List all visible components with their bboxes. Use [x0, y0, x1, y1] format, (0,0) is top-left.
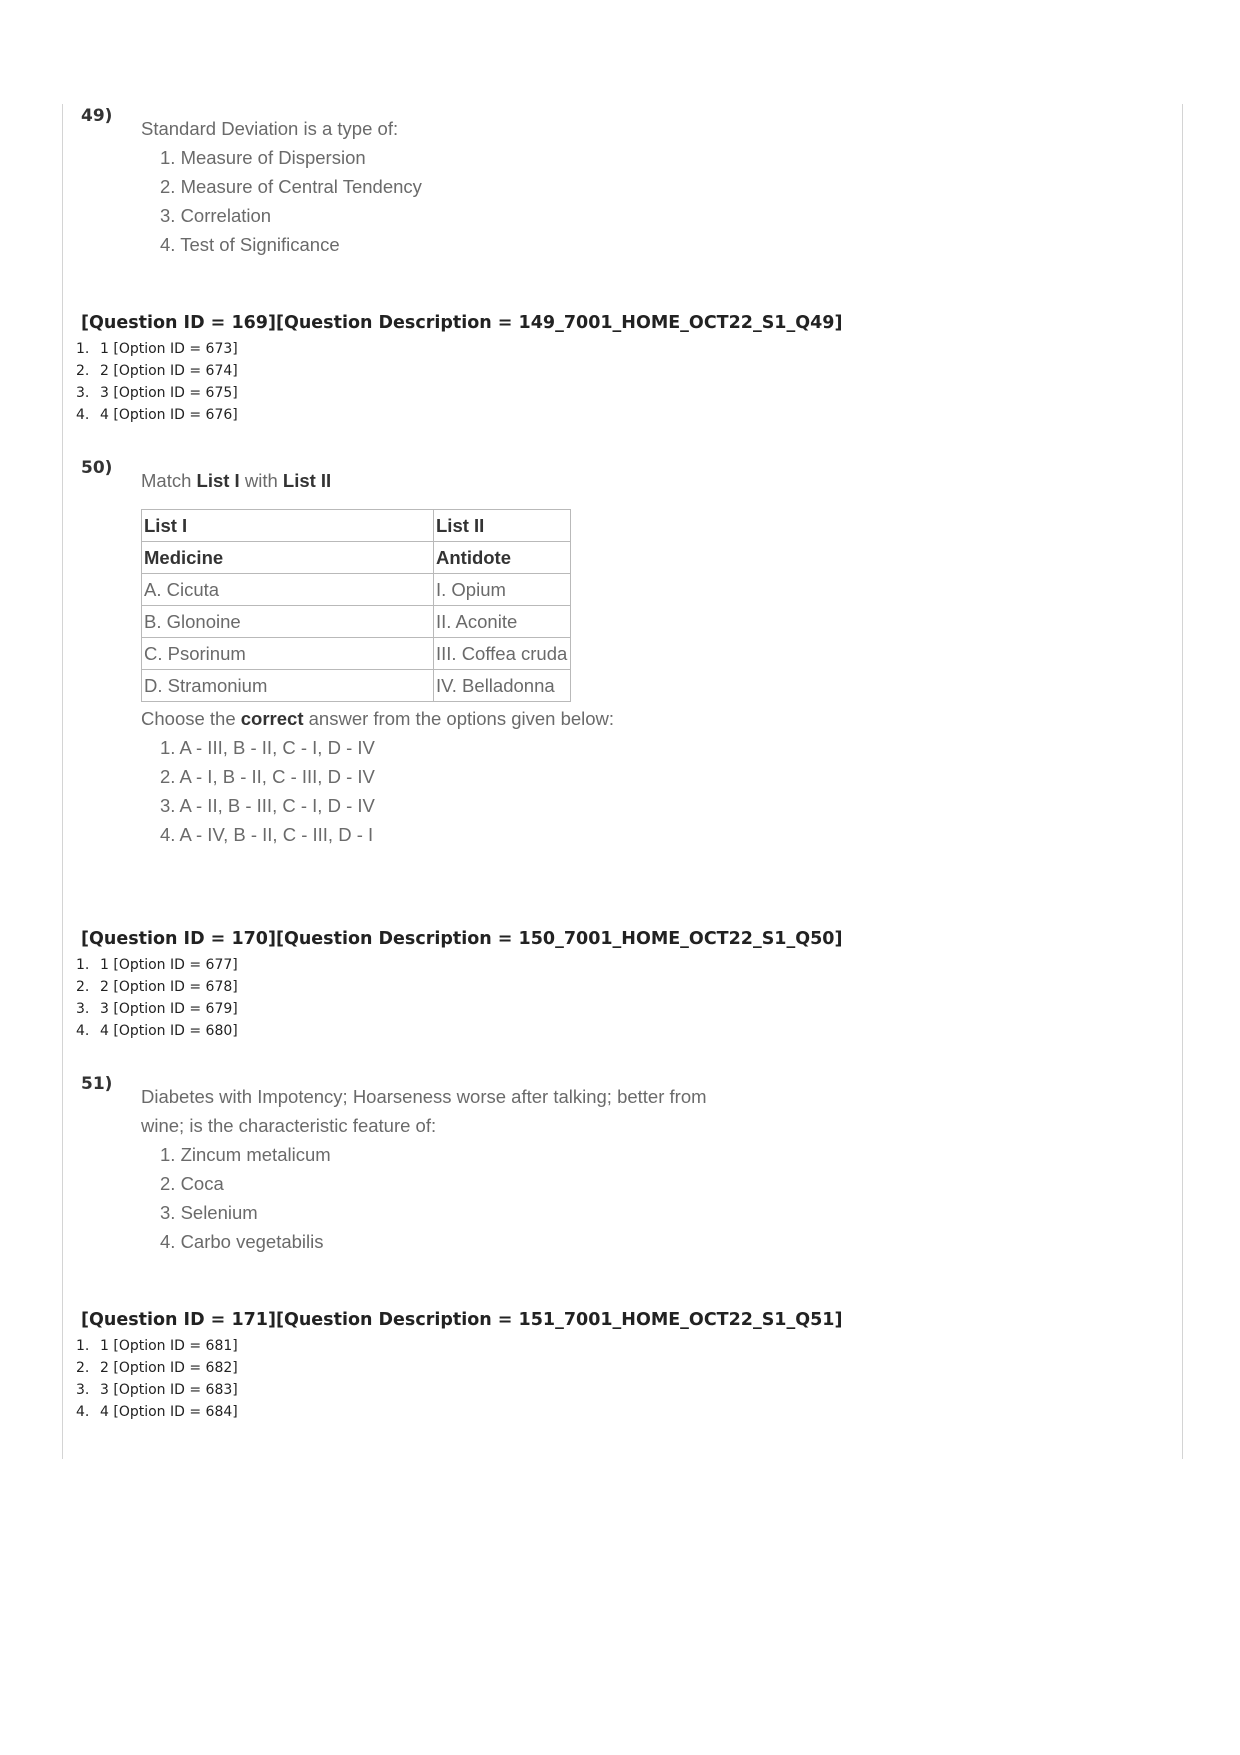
table-header-row	[142, 510, 571, 542]
option-id-item: 3. 3 [Option ID = 683]	[76, 1382, 238, 1398]
choice-item: 1. Zincum metalicum	[160, 1144, 331, 1165]
question-stem: wine; is the characteristic feature of:	[141, 1115, 437, 1136]
table-cell: B. Glonoine	[142, 606, 434, 638]
table-cell: C. Psorinum	[142, 638, 434, 670]
option-id-list	[76, 1335, 238, 1423]
table-header-row	[142, 542, 571, 574]
table-cell: III. Coffea cruda	[434, 638, 571, 670]
question-stem: Diabetes with Impotency; Hoarseness worse after talking; better from	[141, 1086, 707, 1107]
choice-item: 2. A - I, B - II, C - III, D - IV	[160, 766, 375, 787]
option-id-item: 1. 1 [Option ID = 681]	[76, 1338, 238, 1354]
choice-list	[141, 1140, 707, 1256]
option-id-item: 1. 1 [Option ID = 673]	[76, 341, 238, 357]
option-id-list	[76, 954, 238, 1042]
question-meta: [Question ID = 171][Question Description = 151_7001_HOME_OCT22_S1_Q51]	[81, 1310, 843, 1330]
question-meta: [Question ID = 170][Question Description = 150_7001_HOME_OCT22_S1_Q50]	[81, 929, 843, 949]
table-cell: List I	[142, 510, 434, 542]
choice-item: 1. A - III, B - II, C - I, D - IV	[160, 737, 375, 758]
option-id-item: 1. 1 [Option ID = 677]	[76, 957, 238, 973]
question-stem: Match List I with List II	[141, 470, 332, 491]
question-meta: [Question ID = 169][Question Description = 149_7001_HOME_OCT22_S1_Q49]	[81, 313, 843, 333]
choice-item: 1. Measure of Dispersion	[160, 147, 366, 168]
table-cell: I. Opium	[434, 574, 571, 606]
table-cell: Antidote	[434, 542, 571, 574]
choice-item: 3. A - II, B - III, C - I, D - IV	[160, 795, 375, 816]
table-cell: A. Cicuta	[142, 574, 434, 606]
option-id-list	[76, 338, 238, 426]
option-id-item: 4. 4 [Option ID = 676]	[76, 407, 238, 423]
choice-list	[141, 733, 614, 849]
table-row	[142, 670, 571, 702]
table-cell: Medicine	[142, 542, 434, 574]
option-id-item: 2. 2 [Option ID = 674]	[76, 363, 238, 379]
table-row	[142, 574, 571, 606]
match-table	[141, 509, 571, 702]
option-id-item: 2. 2 [Option ID = 682]	[76, 1360, 238, 1376]
option-id-item: 3. 3 [Option ID = 679]	[76, 1001, 238, 1017]
choice-item: 4. Test of Significance	[160, 234, 340, 255]
question-number: 50)	[81, 458, 113, 478]
choice-item: 4. Carbo vegetabilis	[160, 1231, 324, 1252]
question-body	[141, 466, 614, 849]
choice-item: 2. Measure of Central Tendency	[160, 176, 422, 197]
choice-item: 3. Correlation	[160, 205, 272, 226]
table-cell: IV. Belladonna	[434, 670, 571, 702]
table-row	[142, 606, 571, 638]
table-cell: List II	[434, 510, 571, 542]
option-id-item: 4. 4 [Option ID = 680]	[76, 1023, 238, 1039]
table-cell: D. Stramonium	[142, 670, 434, 702]
question-stem: Standard Deviation is a type of:	[141, 118, 399, 139]
option-id-item: 2. 2 [Option ID = 678]	[76, 979, 238, 995]
choice-item: 2. Coca	[160, 1173, 224, 1194]
choice-list	[141, 143, 422, 259]
question-body	[141, 114, 422, 259]
question-body	[141, 1082, 707, 1256]
choice-item: 4. A - IV, B - II, C - III, D - I	[160, 824, 374, 845]
option-id-item: 4. 4 [Option ID = 684]	[76, 1404, 238, 1420]
table-row	[142, 638, 571, 670]
table-cell: II. Aconite	[434, 606, 571, 638]
question-number: 49)	[81, 106, 113, 126]
question-instruction: Choose the correct answer from the options given below:	[141, 708, 615, 729]
option-id-item: 3. 3 [Option ID = 675]	[76, 385, 238, 401]
question-number: 51)	[81, 1074, 113, 1094]
choice-item: 3. Selenium	[160, 1202, 258, 1223]
